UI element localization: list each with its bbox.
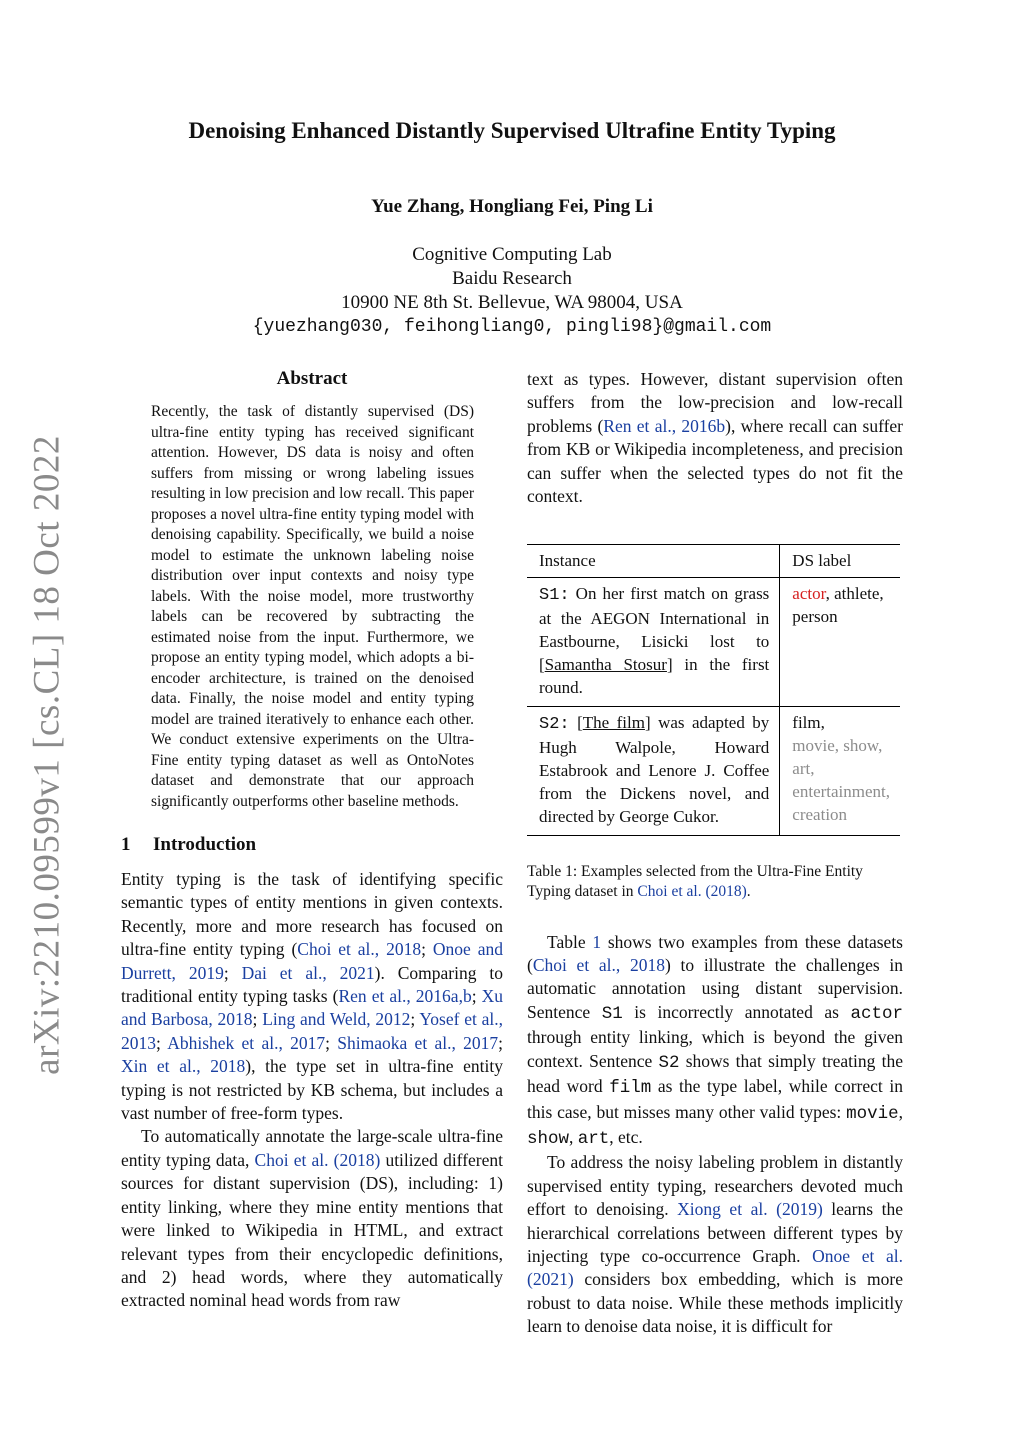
- citation-link[interactable]: Abhishek et al., 2017: [167, 1032, 326, 1053]
- instance-cell: [527, 706, 780, 835]
- affiliation: [0, 243, 1024, 339]
- code-term: actor: [850, 1003, 903, 1024]
- text-span: considers box embedding, which is more robust to data noise. While these methods implicitly learn to denoise data noise, it is difficult for: [527, 1269, 903, 1337]
- text-span: Table 1: Examples selected from the Ultra-Fine Entity Typing dataset in: [527, 862, 863, 901]
- instance-cell: [527, 577, 780, 706]
- text-span: To automatically annotate the large-scale ultra-fine entity typing data,: [121, 1126, 503, 1170]
- intro-paragraph-3: [527, 368, 903, 508]
- code-term: S2: [658, 1052, 680, 1073]
- text-span: learns the hierarchical correlations between different types by injecting type co-occurrence Graph.: [527, 1199, 903, 1266]
- text-span: [: [569, 712, 583, 732]
- citation-link[interactable]: Ren et al., 2016a,b: [338, 986, 472, 1007]
- citation-link[interactable]: Yosef et al., 2013: [121, 1009, 503, 1053]
- entity-mention: The film: [582, 712, 645, 732]
- text-span: Entity typing is the task of identifying specific semantic types of entity mentions in given contexts. Recently, more and more research has focused on ultra-fine entity typing (: [121, 869, 503, 960]
- column-header-instance: Instance: [527, 545, 780, 577]
- arxiv-id: arXiv:2210.09599v1 [cs.CL] 18 Oct 2022: [26, 435, 68, 1075]
- table-header-row: [527, 545, 900, 577]
- citation-link[interactable]: Xiong et al. (2019): [677, 1199, 823, 1220]
- text-span: as the type label, while correct in this case, but misses many other valid types:: [527, 1076, 903, 1122]
- missing-labels: movie, show, art, entertainment, creation: [792, 735, 891, 825]
- citation-link[interactable]: Dai et al., 2021: [241, 962, 375, 983]
- sentence-id: S2:: [539, 714, 570, 734]
- code-term: S1: [601, 1003, 623, 1024]
- table-row: [527, 706, 900, 835]
- sentence-id: S1:: [539, 585, 570, 605]
- text-span: ), the type set in ultra-fine entity typing is not restricted by KB schema, but includes a vast number of free-form types.: [121, 1056, 503, 1124]
- text-span: ,: [569, 1126, 578, 1147]
- section-title: Introduction: [153, 834, 257, 855]
- citation-link[interactable]: Xin et al., 2018: [121, 1056, 246, 1077]
- ds-label-cell: [780, 706, 900, 835]
- text-span: ;: [471, 986, 482, 1007]
- code-term: art: [577, 1128, 610, 1149]
- text-span: ,: [898, 1101, 903, 1122]
- text-span: ] in the first round.: [539, 655, 770, 698]
- left-column: [121, 368, 503, 1313]
- text-span: shows two examples from these datasets (: [527, 931, 903, 976]
- citation-link[interactable]: Xu and Barbosa, 2018: [121, 986, 503, 1030]
- text-span: ;: [325, 1032, 338, 1053]
- affil-org: Baidu Research: [452, 268, 572, 289]
- table-ref-link[interactable]: 1: [592, 931, 602, 952]
- paper-title: Denoising Enhanced Distantly Supervised Ultrafine Entity Typing: [188, 118, 836, 143]
- given-label: film,: [792, 712, 825, 732]
- citation-link[interactable]: Choi et al. (2018): [254, 1149, 381, 1170]
- text-span: ] was adapted by Hugh Walpole, Howard Estabrook and Lenore J. Coffee from the Dickens novel, and directed by George Cukor.: [539, 712, 770, 827]
- citation-link[interactable]: Shimaoka et al., 2017: [337, 1032, 499, 1053]
- text-span: ;: [421, 939, 433, 960]
- abstract-heading: Abstract: [276, 368, 348, 389]
- code-term: movie: [846, 1103, 899, 1124]
- affil-address: 10900 NE 8th St. Bellevue, WA 98004, USA: [341, 292, 683, 313]
- intro-paragraph-5: [527, 1151, 903, 1338]
- text-span: text as types. However, distant supervision often suffers from the low-precision and low-recall problems (: [527, 369, 903, 436]
- affil-email: {yuezhang030, feihongliang0, pingli98}@gmail.com: [252, 317, 772, 337]
- text-span: shows that simply treating the head word: [527, 1050, 903, 1097]
- text-span: utilized different sources for distant supervision (DS), including: 1) entity linking, where they mine entity mentions that were linked to Wikipedia in HTML, and extract relevant types from their encyclopedic definitions, and 2) head words, where they automatically extracted nominal head words from raw: [121, 1149, 503, 1311]
- intro-paragraph-2: [121, 1125, 503, 1312]
- text-span: ;: [156, 1032, 168, 1053]
- intro-paragraph-1: [121, 868, 503, 1125]
- entity-mention: Samantha Stosur: [544, 655, 667, 675]
- text-span: ). Comparing to traditional entity typing tasks (: [121, 962, 503, 1007]
- text-span: through entity linking, which is beyond the given context. Sentence: [527, 1027, 903, 1071]
- citation-link[interactable]: Ling and Weld, 2012: [262, 1009, 411, 1030]
- citation-link[interactable]: Choi et al., 2018: [297, 939, 422, 960]
- right-column: [527, 368, 903, 1339]
- table-caption: [527, 862, 903, 903]
- text-span: On her first match on grass at the AEGON International in Eastbourne, Lisicki lost to [: [539, 583, 770, 675]
- examples-table: [527, 544, 900, 835]
- text-span: , athlete, person: [792, 583, 884, 626]
- section-number: 1: [121, 834, 131, 855]
- citation-link[interactable]: Onoe and Durrett, 2019: [121, 939, 503, 983]
- text-span: .: [746, 883, 751, 901]
- citation-link[interactable]: Ren et al., 2016b: [603, 415, 726, 436]
- text-span: is incorrectly annotated as: [622, 1001, 851, 1022]
- code-term: show: [527, 1128, 570, 1149]
- text-span: ;: [223, 962, 242, 983]
- ds-label-cell: [780, 577, 900, 706]
- wrong-label: actor: [792, 583, 826, 603]
- intro-paragraph-4: [527, 931, 903, 1152]
- text-span: , etc.: [609, 1126, 643, 1147]
- text-span: ;: [252, 1009, 263, 1030]
- text-span: ), where recall can suffer from KB or Wikipedia incompleteness, and precision can suffer when the selected types do not fit the context.: [527, 415, 903, 507]
- citation-link[interactable]: Onoe et al. (2021): [527, 1245, 903, 1290]
- citation-link[interactable]: Choi et al. (2018): [637, 883, 747, 901]
- text-span: To address the noisy labeling problem in distantly supervised entity typing, researchers devoted much effort to denoising.: [527, 1152, 903, 1220]
- text-span: Table: [547, 931, 593, 952]
- section-heading-introduction: [121, 834, 503, 856]
- table-row: [527, 577, 900, 706]
- abstract-text: Recently, the task of distantly supervised (DS) ultra-fine entity typing has received significant attention. However, DS data is noisy and often suffers from missing or wrong labeling issues resulting in low precision and low recall. This paper proposes a novel ultra-fine entity typing model with denoising capability. Specifically, we build a noise model to estimate the unknown labeling noise distribution over input contexts and noisy type labels. With the noise model, more trustworthy labels can be recovered by subtracting the estimated noise from the input. Furthermore, we propose an entity typing model, which adopts a bi-encoder architecture, is trained on the denoised data. Finally, the noise model and entity typing model are trained iteratively to enhance each other. We conduct extensive experiments on the Ultra-Fine entity typing dataset as well as OntoNotes dataset and demonstrate that our approach significantly outperforms other baseline methods.: [151, 403, 474, 810]
- column-header-ds-label: DS label: [780, 545, 900, 577]
- text-span: ) to illustrate the challenges in automatic annotation using distant supervision. Sentence: [527, 955, 903, 1022]
- code-term: film: [609, 1078, 652, 1099]
- arxiv-sidebar-stamp: [22, 435, 72, 1075]
- author-list: Yue Zhang, Hongliang Fei, Ping Li: [371, 196, 653, 217]
- affil-lab: Cognitive Computing Lab: [412, 244, 612, 265]
- citation-link[interactable]: Choi et al., 2018: [532, 955, 665, 976]
- text-span: ;: [410, 1009, 420, 1030]
- text-span: ;: [498, 1032, 503, 1053]
